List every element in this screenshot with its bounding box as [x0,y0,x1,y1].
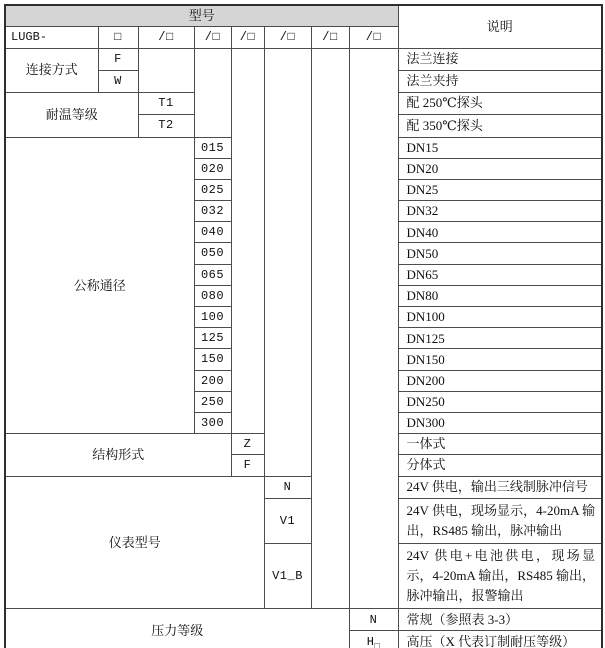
model-selection-table [4,4,603,648]
empty-cell [311,48,349,609]
diameter-code-cell: 100 [194,307,231,328]
diameter-desc-cell: DN50 [398,243,602,264]
instrument-code-cell: V1_B [264,543,311,608]
empty-cell [231,48,264,434]
diameter-desc-cell: DN150 [398,349,602,370]
pressure-code-cell: N [349,609,398,631]
diameter-desc-cell: DN32 [398,201,602,222]
diameter-desc-cell: DN300 [398,412,602,433]
diameter-desc-cell: DN25 [398,179,602,200]
pressure-code-cell [349,631,398,648]
model-digit-box-cell: /□ [194,26,231,48]
structure-desc-cell: 分体式 [398,454,602,476]
model-digit-box-cell: /□ [264,26,311,48]
temperature-desc-cell: 配 350℃探头 [398,114,602,137]
diameter-code-cell: 250 [194,391,231,412]
pressure-desc-cell: 高压（X 代表订制耐压等级） [398,631,602,648]
temperature-code-cell: T1 [138,92,194,114]
model-digit-box-cell: /□ [349,26,398,48]
pressure-code-text: H [366,634,375,648]
empty-cell [194,48,231,137]
diameter-code-cell: 125 [194,328,231,349]
diameter-desc-cell: DN100 [398,307,602,328]
nominal-diameter-label: 公称通径 [5,137,194,434]
diameter-desc-cell: DN15 [398,137,602,158]
instrument-model-label: 仪表型号 [5,476,264,609]
diameter-code-cell: 020 [194,158,231,179]
connection-desc-cell: 法兰夹持 [398,70,602,92]
diameter-code-cell: 015 [194,137,231,158]
instrument-desc-cell: 24V 供电，输出三线制脉冲信号 [398,476,602,498]
pressure-desc-cell: 常规（参照表 3-3） [398,609,602,631]
instrument-desc-cell: 24V 供电，现场显示，4-20mA 输出，RS485 输出，脉冲输出 [398,498,602,543]
structure-type-label: 结构形式 [5,434,231,477]
diameter-code-cell: 080 [194,285,231,306]
temperature-rating-label: 耐温等级 [5,92,138,137]
diameter-desc-cell: DN40 [398,222,602,243]
connection-code-cell: W [98,70,138,92]
diameter-desc-cell: DN200 [398,370,602,391]
description-header-cell: 说明 [398,5,602,48]
connection-code-cell: F [98,48,138,70]
diameter-desc-cell: DN80 [398,285,602,306]
diameter-desc-cell: DN65 [398,264,602,285]
instrument-code-cell: N [264,476,311,498]
diameter-code-cell: 025 [194,179,231,200]
model-digit-box-cell: □ [98,26,138,48]
diameter-code-cell: 065 [194,264,231,285]
empty-cell [138,48,194,92]
diameter-code-cell: 200 [194,370,231,391]
diameter-code-cell: 050 [194,243,231,264]
connection-desc-cell: 法兰连接 [398,48,602,70]
diameter-code-cell: 150 [194,349,231,370]
instrument-code-cell: V1 [264,498,311,543]
diameter-desc-cell: DN250 [398,391,602,412]
instrument-desc-cell: 24V 供电+电池供电，现场显示，4-20mA 输出，RS485 输出，脉冲输出，报警输出 [398,543,602,608]
pressure-code-suffix-box: □ [374,640,381,648]
model-header-cell: 型号 [5,5,398,26]
temperature-code-cell: T2 [138,114,194,137]
model-digit-box-cell: /□ [231,26,264,48]
structure-desc-cell: 一体式 [398,434,602,455]
diameter-code-cell: 040 [194,222,231,243]
connection-type-label: 连接方式 [5,48,98,92]
structure-code-cell: F [231,454,264,476]
temperature-desc-cell: 配 250℃探头 [398,92,602,114]
empty-cell [349,48,398,609]
diameter-desc-cell: DN125 [398,328,602,349]
pressure-rating-label: 压力等级 [5,609,349,648]
empty-cell [264,48,311,476]
diameter-code-cell: 032 [194,201,231,222]
diameter-desc-cell: DN20 [398,158,602,179]
model-digit-box-cell: /□ [311,26,349,48]
structure-code-cell: Z [231,434,264,455]
model-prefix-cell: LUGB- [5,26,98,48]
diameter-code-cell: 300 [194,412,231,433]
model-digit-box-cell: /□ [138,26,194,48]
